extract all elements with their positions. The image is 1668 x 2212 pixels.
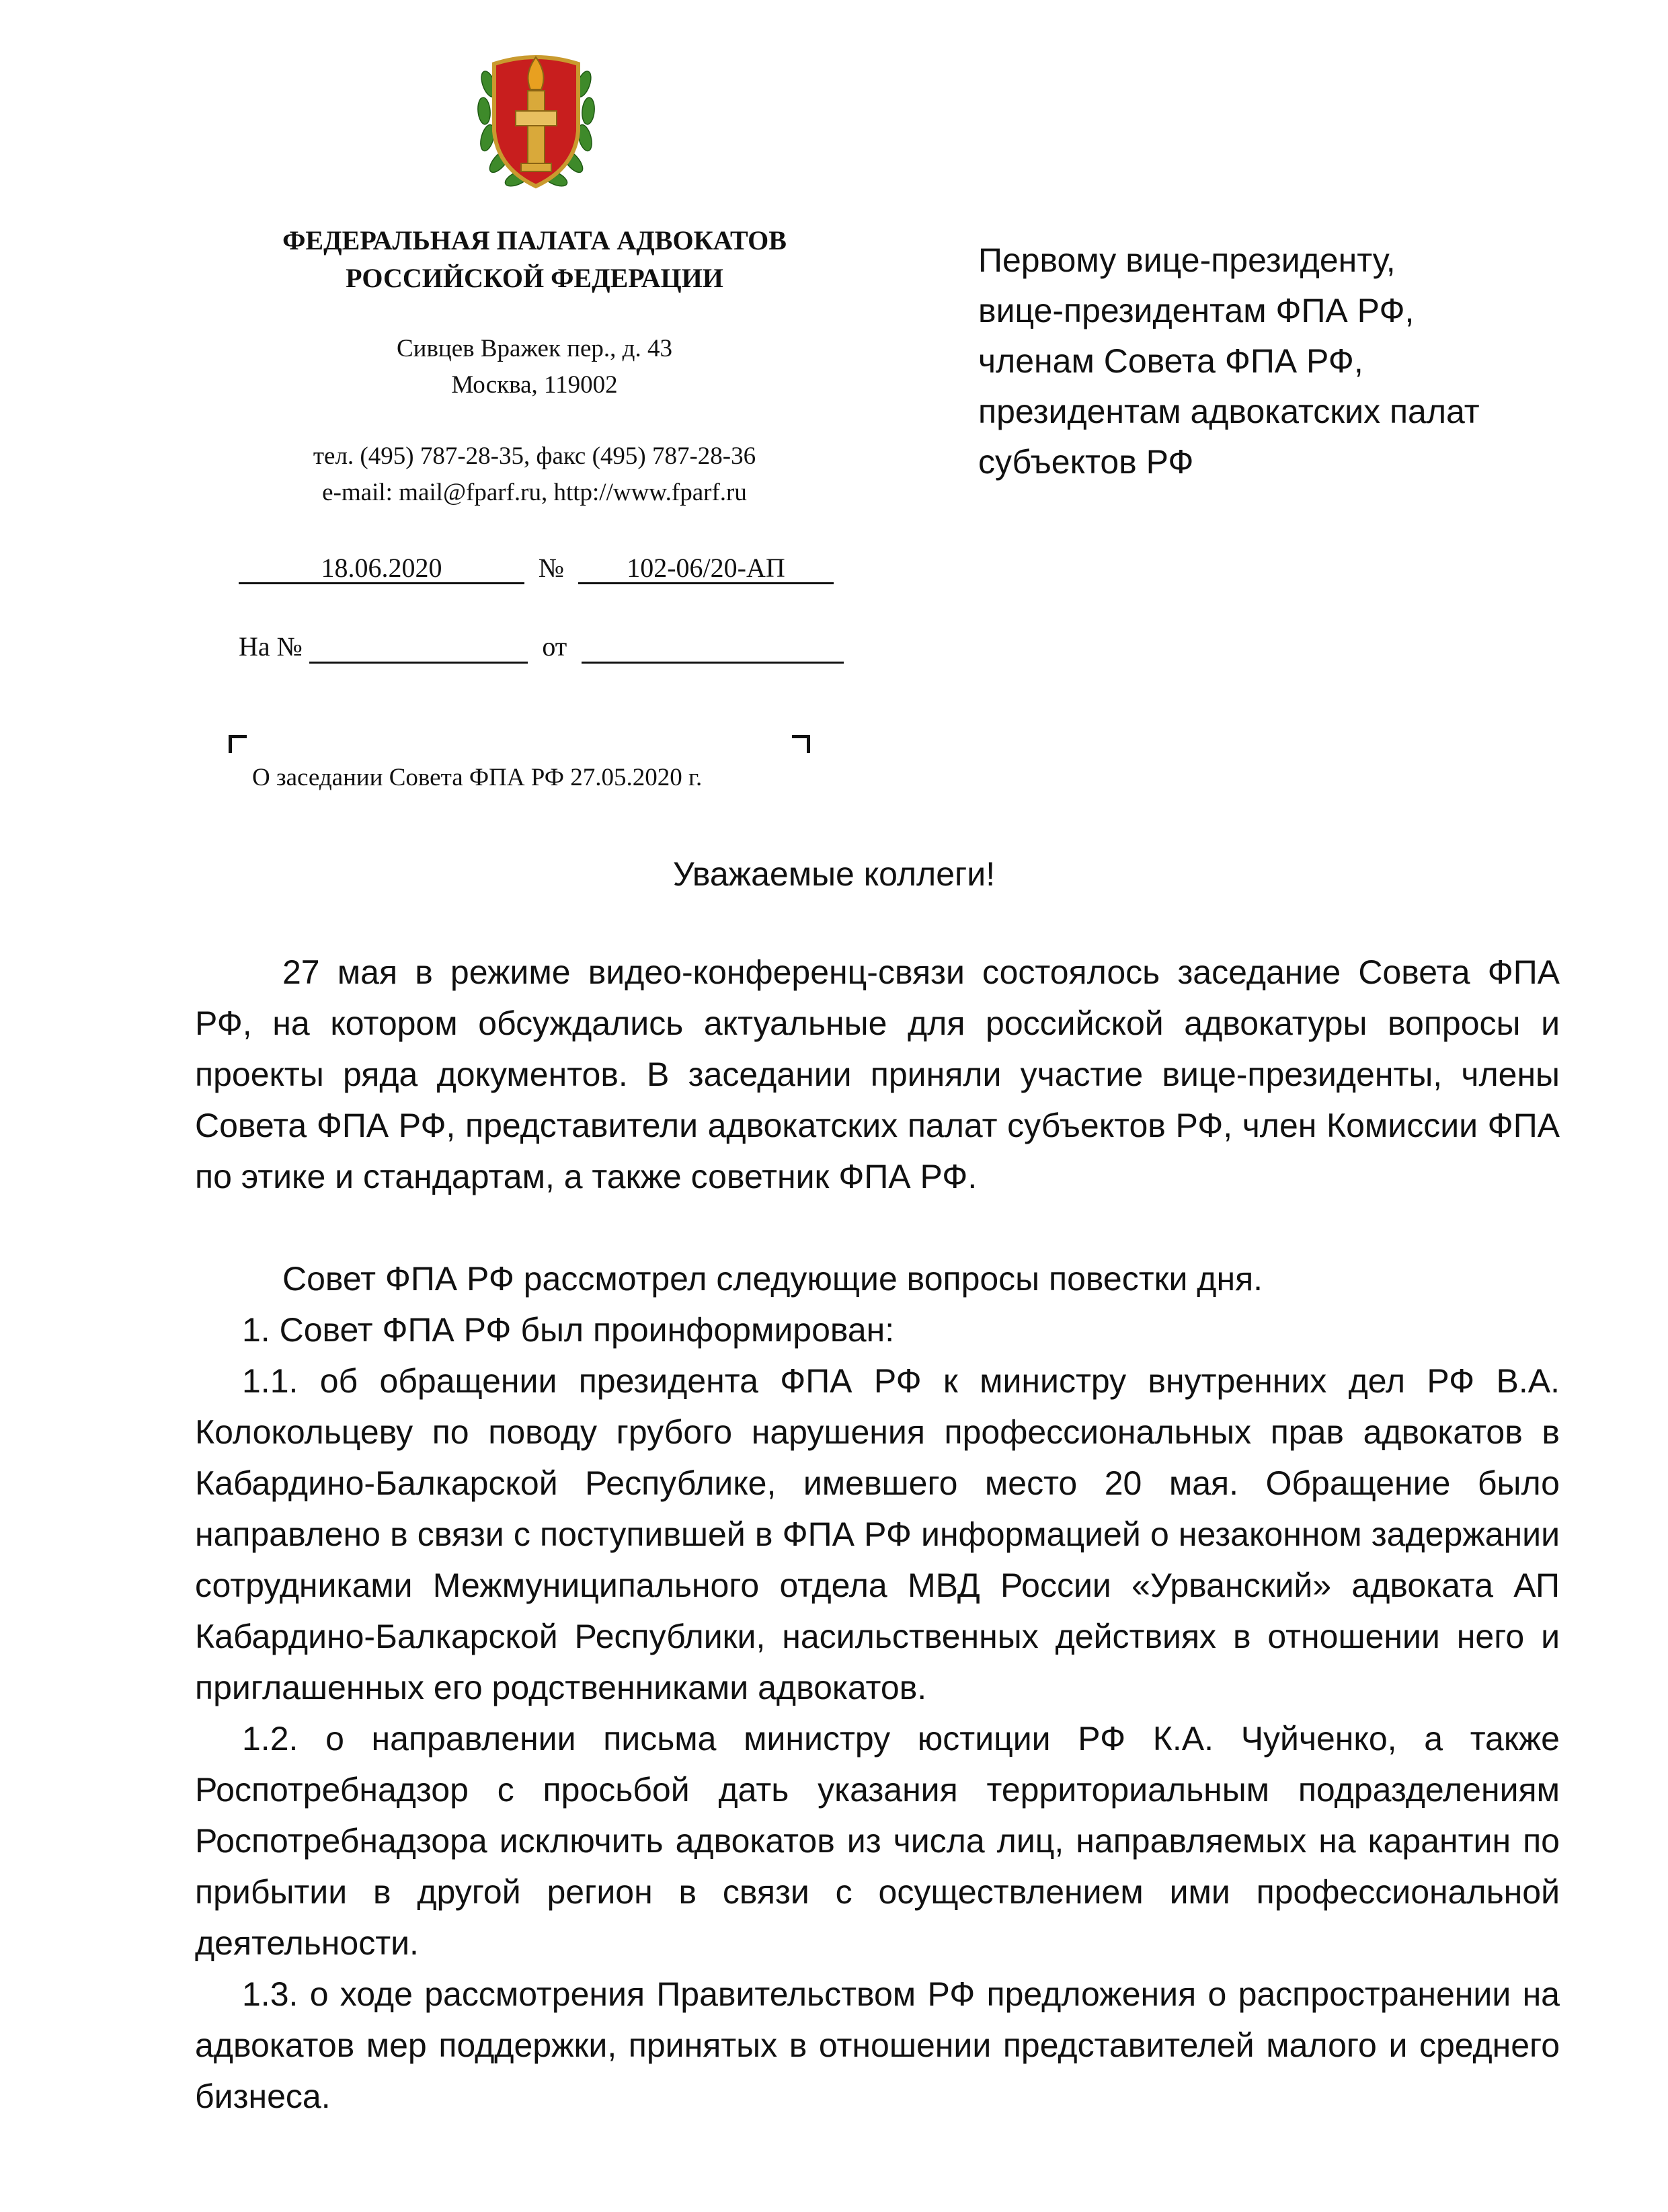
recipient-line: президентам адвокатских палат <box>978 393 1480 430</box>
recipient-line: субъектов РФ <box>978 443 1194 481</box>
phone-fax-line: тел. (495) 787-28-35, факс (495) 787-28-36 <box>313 442 756 470</box>
reference-line <box>239 630 844 664</box>
email-web-line: e-mail: mail@fparf.ru, http://www.fparf.ru <box>322 479 747 506</box>
subject-corner-left <box>229 735 247 753</box>
letter-subject: О заседании Совета ФПА РФ 27.05.2020 г. <box>252 764 703 791</box>
reference-number-field <box>309 631 528 664</box>
address-city: Москва, 119002 <box>451 371 618 399</box>
date-number-line <box>239 551 834 585</box>
reference-number-label: На № <box>239 631 303 662</box>
letter-number: 102-06/20-АП <box>578 551 834 584</box>
organization-address <box>215 331 854 403</box>
organization-contacts <box>215 438 854 511</box>
organization-name <box>215 222 854 297</box>
salutation: Уважаемые коллеги! <box>672 855 996 893</box>
recipients-block <box>978 235 1624 487</box>
reference-date-field <box>582 631 844 664</box>
recipient-line: Первому вице-президенту, <box>978 241 1396 279</box>
address-street: Сивцев Вражек пер., д. 43 <box>396 335 673 362</box>
body-paragraph: 1.3. о ходе рассмотрения Правительством РФ предложения о распространении на адвокатов мер поддержки, принятых в отношении представителей малого и среднего бизнеса. <box>195 1975 1560 2115</box>
subject-corner-right <box>792 735 810 753</box>
body-paragraph: 1.2. о направлении письма министру юстиции РФ К.А. Чуйченко, а также Роспотребнадзор с просьбой дать указания территориальным подразделениям Роспотребнадзора исключить адвокатов из числа лиц, направляемых на карантин по прибытии в другой регион в связи с осуществлением ими профессиональной деятельности. <box>195 1720 1560 1962</box>
recipient-line: вице-президентам ФПА РФ, <box>978 292 1415 329</box>
body-paragraph: 1. Совет ФПА РФ был проинформирован: <box>242 1311 895 1349</box>
number-sign: № <box>538 553 565 583</box>
reference-from-label: от <box>542 631 567 662</box>
body-paragraph: 27 мая в режиме видео-конференц-связи состоялось заседание Совета ФПА РФ, на котором обсуждались актуальные для российской адвокатуры вопросы и проекты ряда документов. В заседании приняли участие вице-президенты, члены Совета ФПА РФ, представители адвокатских палат субъектов РФ, член Комиссии ФПА по этике и стандартам, а также советник ФПА РФ. <box>195 953 1560 1195</box>
organization-name-line1: ФЕДЕРАЛЬНАЯ ПАЛАТА АДВОКАТОВ <box>282 225 787 255</box>
letter-date: 18.06.2020 <box>239 551 524 584</box>
body-paragraph: 1.1. об обращении президента ФПА РФ к министру внутренних дел РФ В.А. Колокольцеву по поводу грубого нарушения профессиональных прав адвокатов в Кабардино-Балкарской Республике, имевшего место 20 мая. Обращение было направлено в связи с поступившей в ФПА РФ информацией о незаконном задержании сотрудниками Межмуниципального отдела МВД России «Урванский» адвоката АП Кабардино-Балкарской Республики, насильственных действиях в отношении него и приглашенных его родственниками адвокатов. <box>195 1362 1560 1706</box>
fpa-emblem-icon <box>474 37 598 198</box>
body-paragraph: Совет ФПА РФ рассмотрел следующие вопросы повестки дня. <box>282 1260 1263 1298</box>
recipient-line: членам Совета ФПА РФ, <box>978 342 1363 380</box>
letter-body <box>195 947 1560 2122</box>
organization-name-line2: РОССИЙСКОЙ ФЕДЕРАЦИИ <box>346 263 723 293</box>
